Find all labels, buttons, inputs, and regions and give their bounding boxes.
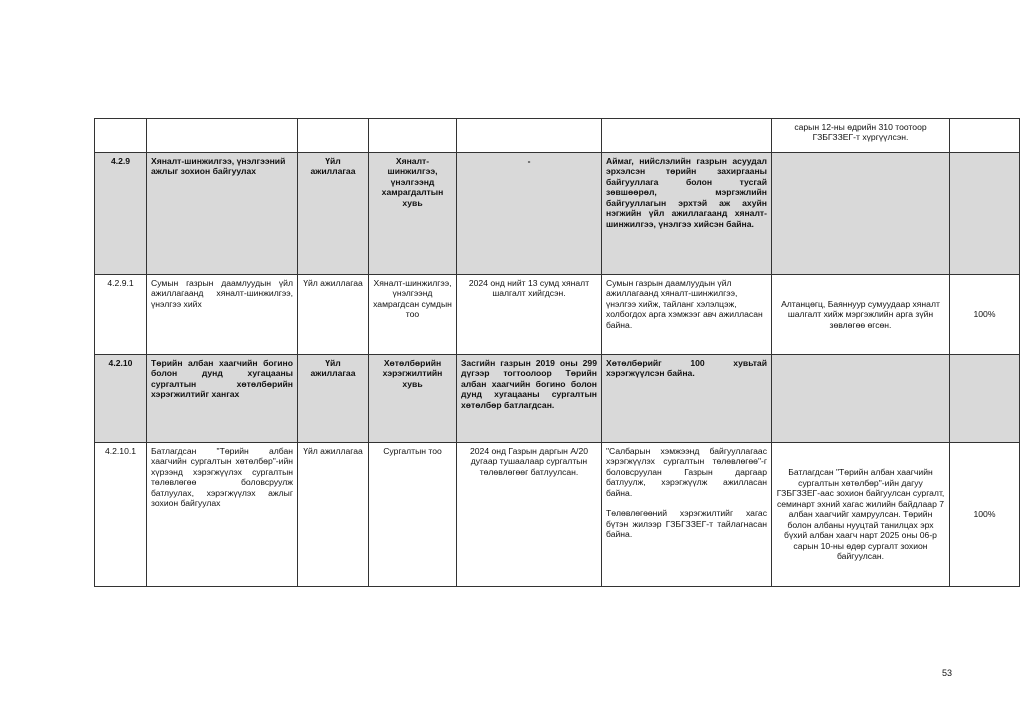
progress-cell: Батлагдсан "Төрийн албан хаагчийн сургалтын хөтөлбөр"-ийн дагуу ГЗБГЗЗЕГ-аас зохион байгуулсан сургалт, семинарт эхний хагас жилийн байдлаар 7 албан хаагчийг хамруулсан. Төрийн болон албаны нууцтай танилцах эрх бүхий албан хаагч нарт 2025 оны 06-р сарын 10-ны өдөр сургалт зохион байгуулсан.: [772, 443, 950, 587]
unit-cell: Үйл ажиллагаа: [298, 275, 369, 355]
unit-cell: Үйл ажиллагаа: [298, 153, 369, 275]
title-cell: Төрийн албан хаагчийн богино болон дунд хугацааны сургалтын хөтөлбөрийн хэрэгжилтийг хангах: [147, 355, 298, 443]
baseline-cell: 2024 онд нийт 13 сумд хяналт шалгалт хийгдсэн.: [457, 275, 602, 355]
unit-cell: Үйл ажиллагаа: [298, 355, 369, 443]
percent-cell: 100%: [950, 443, 1020, 587]
table-row: [95, 153, 1020, 275]
baseline-cell: 2024 онд Газрын даргын А/20 дугаар тушаалаар сургалтын төлөвлөгөөг батлуулсан.: [457, 443, 602, 587]
code-cell: 4.2.9: [95, 153, 147, 275]
baseline-cell: -: [457, 153, 602, 275]
progress-cell: [772, 355, 950, 443]
baseline-cell: [457, 119, 602, 153]
code-cell: [95, 119, 147, 153]
code-cell: 4.2.9.1: [95, 275, 147, 355]
table-row: [95, 443, 1020, 587]
result-cell: Сумын газрын даамлуудын үйл ажиллагаанд хяналт-шинжилгээ, үнэлгээ хийж, тайланг хэлэлцэж, холбогдох арга хэмжээг авч ажилласан байна.: [602, 275, 772, 355]
progress-cell: сарын 12-ны өдрийн 310 тоотоор ГЗБГЗЗЕГ-т хүргүүлсэн.: [772, 119, 950, 153]
result-paragraph: "Салбарын хэмжээнд байгууллагаас хэрэгжүүлэх сургалтын төлөвлөгөө"-г боловсруулан Газрын даргаар батлуулж, хэрэгжүүлж ажилласан байна.: [606, 446, 767, 498]
code-cell: 4.2.10.1: [95, 443, 147, 587]
percent-cell: [950, 355, 1020, 443]
title-cell: [147, 119, 298, 153]
indicator-cell: Хөтөлбөрийн хэрэгжилтийн хувь: [369, 355, 457, 443]
table-row: [95, 119, 1020, 153]
result-cell: Аймаг, нийслэлийн газрын асуудал эрхэлсэн төрийн захиргааны байгууллага болон тусгай зөвшөөрөл, мэргэжлийн байгууллагын эрхтэй аж ахуйн нэгжийн үйл ажиллагаанд хяналт-шинжилгээ, үнэлгээ хийсэн байна.: [602, 153, 772, 275]
title-cell: Батлагдсан "Төрийн албан хаагчийн сургалтын хөтөлбөр"-ийн хүрээнд хэрэгжүүлэх сургалтын төлөвлөгөө боловсруулж батлуулах, хэрэгжүүлэх ажлыг зохион байгуулах: [147, 443, 298, 587]
indicator-cell: Хяналт-шинжилгээ, үнэлгээнд хамрагдсан сумдын тоо: [369, 275, 457, 355]
page-number: 53: [942, 668, 953, 678]
result-cell: Хөтөлбөрийг 100 хувьтай хэрэгжүүлсэн байна.: [602, 355, 772, 443]
percent-cell: 100%: [950, 275, 1020, 355]
title-cell: Сумын газрын даамлуудын үйл ажиллагаанд хяналт-шинжилгээ, үнэлгээ хийх: [147, 275, 298, 355]
unit-cell: Үйл ажиллагаа: [298, 443, 369, 587]
baseline-cell: Засгийн газрын 2019 оны 299 дүгээр тогтоолоор Төрийн албан хаагчийн богино болон дунд хугацааны сургалтын хөтөлбөр батлагдсан.: [457, 355, 602, 443]
percent-cell: [950, 119, 1020, 153]
unit-cell: [298, 119, 369, 153]
code-cell: 4.2.10: [95, 355, 147, 443]
indicator-cell: [369, 119, 457, 153]
progress-cell: [772, 153, 950, 275]
title-cell: Хяналт-шинжилгээ, үнэлгээний ажлыг зохион байгуулах: [147, 153, 298, 275]
report-table: [94, 118, 1020, 587]
table-row: [95, 275, 1020, 355]
result-paragraph: Төлөвлөгөөний хэрэгжилтийг хагас бүтэн жилээр ГЗБГЗЗЕГ-т тайлагнасан байна.: [606, 508, 767, 540]
progress-cell: Алтанцөгц, Баяннуур сумуудаар хяналт шалгалт хийж мэргэжлийн арга зүйн зөвлөгөө өгсөн.: [772, 275, 950, 355]
indicator-cell: Сургалтын тоо: [369, 443, 457, 587]
result-cell: [602, 443, 772, 587]
indicator-cell: Хяналт-шинжилгээ, үнэлгээнд хамрагдалтын хувь: [369, 153, 457, 275]
result-cell: [602, 119, 772, 153]
table-row: [95, 355, 1020, 443]
percent-cell: [950, 153, 1020, 275]
